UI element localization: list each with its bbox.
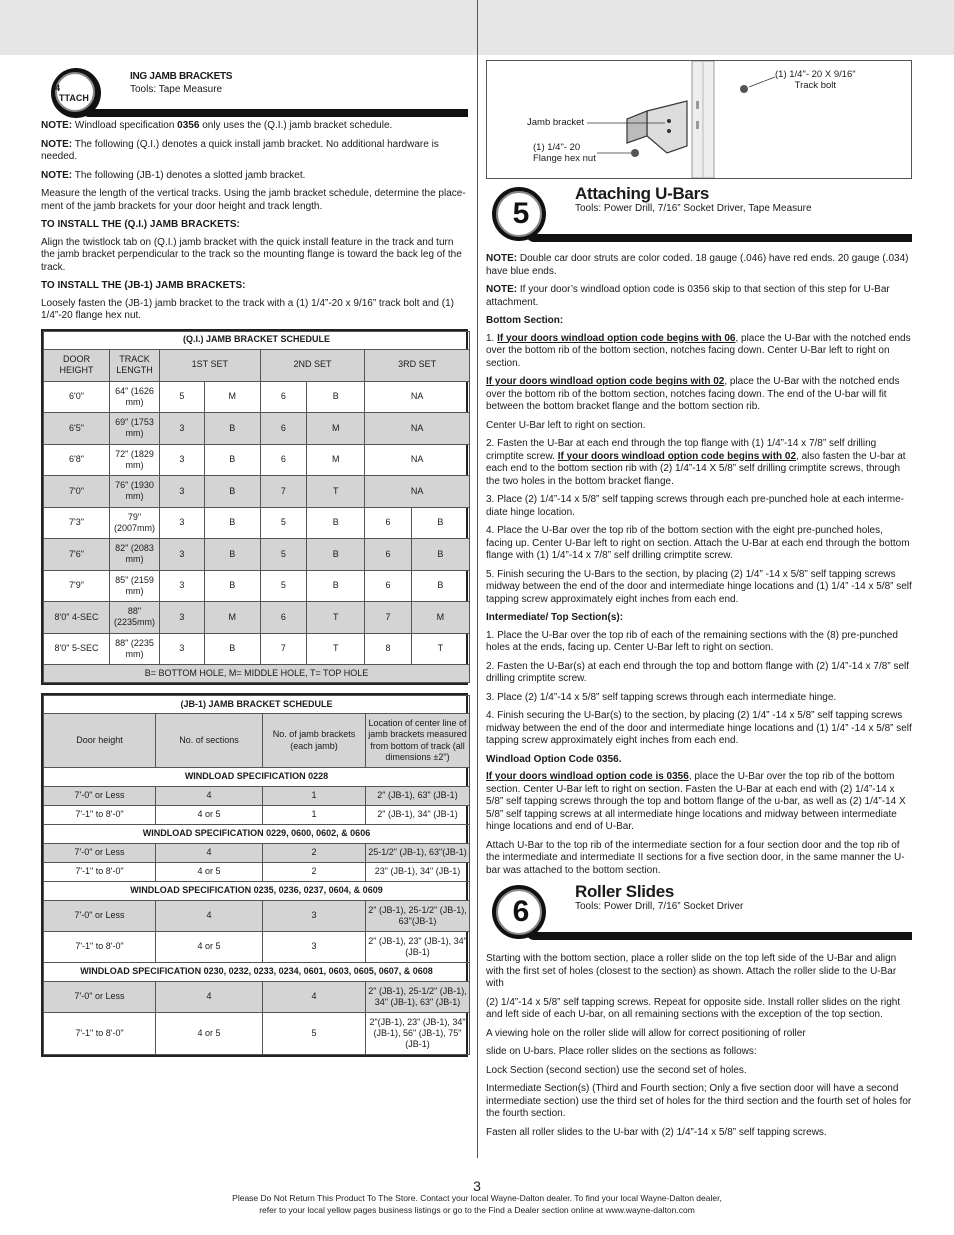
table-cell: 2 (263, 863, 366, 882)
table-cell: B (204, 633, 260, 665)
qi-header-2nd-set: 2ND SET (260, 349, 365, 381)
jb-text: Loosely fasten the (JB-1) jamb bracket to the track with a (1) 1/4”-20 x 9/16” track bolt and (1) 1/4”-20 flange hex nut. (41, 297, 454, 321)
table-cell: M (307, 444, 365, 476)
table-cell: 4 or 5 (156, 863, 263, 882)
step5-badge (492, 187, 546, 241)
table-row (44, 507, 470, 539)
table-cell: 8'0" 5-SEC (44, 633, 110, 665)
windload-spec-row (44, 963, 470, 982)
table-cell: 72" (1829 mm) (110, 444, 160, 476)
step5-note2 (486, 284, 912, 309)
table-row (44, 633, 470, 665)
table-row (44, 844, 470, 863)
table-row (44, 863, 470, 882)
table-cell: 85" (2159 mm) (110, 570, 160, 602)
table-cell: B (204, 570, 260, 602)
table-cell: 7 (365, 602, 412, 634)
note-text: The following (JB-1) denotes a slotted jamb bracket. (74, 169, 306, 181)
windload-spec-label: WINDLOAD SPECIFICATION 0228 (44, 768, 470, 787)
qi-header-3rd-set: 3RD SET (365, 349, 470, 381)
body-text: , place the U-Bar over the top rib of the bottom section. Center U-Bar left to right on section. Fasten the U-Bar at each end with (2) 1/4”-14 x 5/8” self tapping screws through the top and bottom flange of the u-bar, as well as (2) 1/4”-14 X 5/8” self tapping screws at all intermediate hinge locations and midway between intermediate hinge locations and end of U-Bar. (486, 771, 906, 832)
table-cell: 82" (2083 mm) (110, 539, 160, 571)
table-cell: 76" (1930 mm) (110, 476, 160, 508)
bottom-step-4: 4. Place the U-Bar over the top rib of the bottom section with the eight pre-punched holes, facing up. Center U-Bar left to right on section. Attach the U-Bar at each end through the bottom flange with (1) 1/4”-14 x 7/8” self drilling crimptite screw. (486, 525, 910, 561)
step5-badge-inner (496, 191, 542, 237)
step6-para1: Starting with the bottom section, place a roller slide on the top left side of the U-Bar and align with the first set of holes (closest to the section) as shown. Attach the roller slide to the U-Bar with (486, 953, 897, 989)
table-cell: NA (365, 476, 470, 508)
table-cell: 64" (1626 mm) (110, 381, 160, 413)
table-cell: 7'-0" or Less (44, 901, 156, 932)
table-cell: T (307, 602, 365, 634)
table-cell: 6 (365, 539, 412, 571)
table-cell: 6'0" (44, 381, 110, 413)
jb-header-door-height: Door height (44, 714, 156, 768)
step5-header-bar (526, 234, 912, 242)
body-text: , place the U-Bar with the notched ends over the bottom rib of the bottom section, notches facing down. The end of the U-bar will fit between the bottom bracket flange and the bottom section rib. (486, 376, 900, 412)
body-text: , place the U-Bar with the notched ends over the bottom rib of the bottom section, notches facing down. Center U-Bar left to right on section. (486, 332, 911, 369)
table-cell: NA (365, 381, 470, 413)
table-cell: 4 or 5 (156, 1013, 263, 1055)
table-cell: 3 (160, 633, 205, 665)
qi-table-title: (Q.I.) JAMB BRACKET SCHEDULE (44, 331, 470, 349)
intermediate-heading: Intermediate/ Top Section(s): (486, 612, 624, 623)
table-row (44, 476, 470, 508)
step6-para2: (2) 1/4”-14 x 5/8” self tapping screws. Repeat for opposite side. Install roller slides on the right and left side of each U-bar, on all remaining sections with the exception of the top section. (486, 996, 901, 1020)
table-cell: 4 or 5 (156, 806, 263, 825)
track-bolt-label (775, 70, 856, 92)
table-cell: 2" (JB-1), 25-1/2" (JB-1), 34" (JB-1), 63" (JB-1) (366, 982, 470, 1013)
table-cell: B (411, 539, 469, 571)
bottom-step-1 (486, 333, 912, 371)
emphasis-text: If your doors windload option code begins with 06 (497, 332, 736, 344)
jb-schedule-table (41, 693, 468, 1057)
windload-text-1 (486, 771, 912, 834)
table-cell: 3 (160, 602, 205, 634)
step4-tools: Tools: Tape Measure (130, 84, 223, 95)
table-cell: 6 (260, 413, 307, 445)
table-cell: B (204, 507, 260, 539)
jamb-bracket-figure (486, 60, 912, 179)
step5-note1 (486, 253, 912, 278)
table-row (44, 806, 470, 825)
table-cell: T (411, 633, 469, 665)
emphasis-text: If your doors windload option code begins with 02 (557, 450, 797, 462)
table-cell: 3 (160, 413, 205, 445)
table-cell: 4 or 5 (156, 932, 263, 963)
jb-header-location: Location of center line of jamb brackets measured from bottom of track (all dimensions ±2") (366, 714, 470, 768)
qi-schedule-table (41, 329, 468, 686)
note-label: NOTE: (486, 253, 518, 264)
table-cell: B (307, 570, 365, 602)
track-bolt-label-line2: Track bolt (794, 79, 837, 91)
step6-title: Roller Slides (575, 882, 675, 901)
note-label: NOTE: (486, 284, 518, 295)
windload-spec-label: WINDLOAD SPECIFICATION 0230, 0232, 0233, 0234, 0601, 0603, 0605, 0607, & 0608 (44, 963, 470, 982)
table-row (44, 381, 470, 413)
step6-para7: Fasten all roller slides to the U-bar with (2) 1/4”-14 x 5/8” self tapping screws. (486, 1126, 827, 1138)
table-row (44, 982, 470, 1013)
step4-title: ING JAMB BRACKETS (130, 71, 233, 82)
table-cell: 7'-1" to 8'-0" (44, 932, 156, 963)
note-text: Double car door struts are color coded. 18 gauge (.046) have red ends. 20 gauge (.034) have blue ends. (486, 253, 909, 277)
step4-number-suffix: TTACH (59, 92, 89, 103)
table-cell: 8 (365, 633, 412, 665)
windload-text-2: Attach U-Bar to the top rib of the intermediate section for a four section door and the top rib of the intermediate and intermediate II sections for a five section door, in the same manner the U-bar was attached to the bottom section. (486, 839, 905, 876)
table-cell: B (204, 539, 260, 571)
table-row (44, 602, 470, 634)
note-label: NOTE: (41, 169, 73, 181)
table-cell: 7'-0" or Less (44, 982, 156, 1013)
page-number: 3 (473, 1178, 481, 1194)
step6-header (486, 881, 912, 943)
note-text: only uses the (Q.I.) jamb bracket schedule. (202, 120, 393, 131)
jb-heading: TO INSTALL THE (JB-1) JAMB BRACKETS: (41, 280, 246, 291)
table-row (44, 444, 470, 476)
table-cell: 6 (260, 381, 307, 413)
inter-step-3: 3. Place (2) 1/4”-14 x 5/8” self tapping screws through each intermediate hinge. (486, 691, 837, 703)
table-row (44, 539, 470, 571)
table-cell: 4 (263, 982, 366, 1013)
table-cell: 7'-1" to 8'-0" (44, 863, 156, 882)
qi-table-legend: B= BOTTOM HOLE, M= MIDDLE HOLE, T= TOP HOLE (44, 665, 470, 683)
hex-nut-label (533, 143, 596, 165)
bottom-step-5: 5. Finish securing the U-Bars to the section, by placing (2) 1/4” -14 x 5/8” self tapping screws midway between the end of the door and intermediate hinge locations and (1) 1/4” -14 x 5/8” self tapping screw approximately eight inches from each end. (486, 568, 912, 605)
step4-number (55, 84, 89, 104)
table-cell: 4 (156, 844, 263, 863)
bottom-step-2 (486, 438, 912, 488)
table-cell: 5 (160, 381, 205, 413)
step5-number: 5 (512, 197, 530, 231)
table-cell: 6 (260, 444, 307, 476)
table-cell: 7 (260, 633, 307, 665)
table-cell: 3 (160, 507, 205, 539)
left-column (41, 60, 468, 1057)
table-cell: 4 (156, 787, 263, 806)
table-cell: 7'-0" or Less (44, 787, 156, 806)
table-cell: M (204, 602, 260, 634)
emphasis-text: If your doors windload option code begins with 02 (486, 376, 725, 387)
table-cell: 7'-0" or Less (44, 844, 156, 863)
table-cell: M (411, 602, 469, 634)
jb-header-brackets: No. of jamb brackets (each jamb) (263, 714, 366, 768)
table-cell: M (204, 381, 260, 413)
step4-note1 (41, 120, 468, 133)
table-cell: 3 (263, 932, 366, 963)
note-text: Windload specification (74, 120, 175, 131)
table-cell: 4 (156, 982, 263, 1013)
table-cell: 3 (160, 476, 205, 508)
table-cell: B (204, 444, 260, 476)
table-cell: B (411, 507, 469, 539)
hex-nut-label-line2: Flange hex nut (533, 152, 596, 164)
qi-header-door-height: DOOR HEIGHT (44, 349, 110, 381)
table-cell: 6 (365, 570, 412, 602)
table-row (44, 570, 470, 602)
table-row (44, 901, 470, 932)
table-cell: 5 (260, 539, 307, 571)
table-row (44, 1013, 470, 1055)
table-cell: 25-1/2" (JB-1), 63"(JB-1) (366, 844, 470, 863)
qi-header-track-length: TRACK LENGTH (110, 349, 160, 381)
table-cell: B (411, 570, 469, 602)
table-cell: 6 (260, 602, 307, 634)
table-cell: NA (365, 413, 470, 445)
table-cell: 7'6" (44, 539, 110, 571)
step5-title: Attaching U-Bars (575, 184, 710, 203)
note-label: NOTE: (41, 120, 73, 131)
table-cell: 2" (JB-1), 34" (JB-1) (366, 806, 470, 825)
step4-header-bar (81, 109, 468, 117)
step5-header (486, 183, 912, 245)
table-cell: 2" (JB-1), 25-1/2" (JB-1), 63"(JB-1) (366, 901, 470, 932)
table-cell: 2"(JB-1), 23" (JB-1), 34" (JB-1), 56" (JB-1), 75" (JB-1) (366, 1013, 470, 1055)
inter-step-4: 4. Finish securing the U-Bar(s) to the section, by placing (2) 1/4” -14 x 5/8” self tapping screws midway between the end of the door and intermediate hinge locations and (1) 1/4” -14 x 5/8” self tapping screw approximately eight inches from each end. (486, 710, 912, 746)
step6-header-bar (526, 932, 912, 940)
step6-para4: slide on U-bars. Place roller slides on the sections as follows: (486, 1046, 757, 1057)
table-cell: T (307, 633, 365, 665)
note-text: If your door’s windload option code is 0356 skip to that section of this step for U-Bar attachment. (486, 284, 890, 308)
table-cell: 7'9" (44, 570, 110, 602)
windload-spec-row (44, 882, 470, 901)
table-cell: 7'3" (44, 507, 110, 539)
table-cell: 2 (263, 844, 366, 863)
table-cell: B (307, 539, 365, 571)
table-cell: 88" (2235 mm) (110, 633, 160, 665)
table-cell: B (307, 507, 365, 539)
qi-heading: TO INSTALL THE (Q.I.) JAMB BRACKETS: (41, 219, 240, 230)
hex-nut-label-line1: (1) 1/4"- 20 (533, 142, 581, 153)
table-cell: 6'8" (44, 444, 110, 476)
jb-header-sections: No. of sections (156, 714, 263, 768)
table-cell: 3 (263, 901, 366, 932)
table-cell: 3 (160, 570, 205, 602)
column-divider (477, 0, 478, 1158)
step4-header (41, 60, 468, 120)
inter-step-1: 1. Place the U-Bar over the top rib of each of the remaining sections with the (8) pre-punched holes at the ends, facing up. Center U-Bar left to right on section. (486, 629, 898, 653)
bottom-center: Center U-Bar left to right on section. (486, 419, 646, 431)
table-cell: B (204, 413, 260, 445)
emphasis-text: If your doors windload option code is 0356 (486, 771, 689, 782)
jb-table-title: (JB-1) JAMB BRACKET SCHEDULE (44, 696, 470, 714)
footer-line1: Please Do Not Return This Product To The Store. Contact your local Wayne-Dalton dealer. To find your local Wayne-Dalton dealer, (232, 1193, 722, 1203)
table-cell: 6'5" (44, 413, 110, 445)
step5-tools: Tools: Power Drill, 7/16” Socket Driver, Tape Measure (575, 203, 812, 214)
table-row (44, 932, 470, 963)
step6-number: 6 (512, 895, 530, 929)
table-cell: 5 (260, 570, 307, 602)
bottom-section-heading: Bottom Section: (486, 315, 564, 326)
step-number: 1. (486, 332, 495, 344)
windload-spec-row (44, 768, 470, 787)
windload-spec-label: WINDLOAD SPECIFICATION 0235, 0236, 0237, 0604, & 0609 (44, 882, 470, 901)
table-cell: 5 (263, 1013, 366, 1055)
table-cell: B (204, 476, 260, 508)
table-cell: 4 (156, 901, 263, 932)
table-cell: 69" (1753 mm) (110, 413, 160, 445)
qi-text: Align the twistlock tab on (Q.I.) jamb bracket with the quick install feature in the track and turn the jamb bracket perpendicular to the track so the mounting flange is toward the back leg of the track. (41, 236, 462, 273)
table-cell: 1 (263, 787, 366, 806)
table-cell: 23" (JB-1), 34" (JB-1) (366, 863, 470, 882)
table-cell: 3 (160, 444, 205, 476)
table-cell: 1 (263, 806, 366, 825)
note-code: 0356 (177, 120, 200, 131)
table-cell: B (307, 381, 365, 413)
table-cell: 3 (160, 539, 205, 571)
table-cell: NA (365, 444, 470, 476)
right-column (486, 60, 912, 1145)
table-cell: T (307, 476, 365, 508)
step4-number-digit: 4 (55, 83, 61, 93)
step6-para3: A viewing hole on the roller slide will allow for correct positioning of roller (486, 1027, 806, 1039)
table-cell: M (307, 413, 365, 445)
step6-badge (492, 885, 546, 939)
table-cell: 79" (2007mm) (110, 507, 160, 539)
windload-heading: Windload Option Code 0356. (486, 753, 622, 765)
step4-note3 (41, 170, 468, 183)
windload-spec-label: WINDLOAD SPECIFICATION 0229, 0600, 0602, & 0606 (44, 825, 470, 844)
table-cell: 6 (365, 507, 412, 539)
step6-tools: Tools: Power Drill, 7/16” Socket Driver (575, 901, 744, 912)
step6-badge-inner (496, 889, 542, 935)
track-bolt-label-line1: (1) 1/4"- 20 X 9/16" (775, 69, 856, 80)
table-row (44, 787, 470, 806)
footer-line2: refer to your local yellow pages business listings or go to the Find a Dealer section online at www.wayne-dalton.com (259, 1205, 695, 1215)
windload-spec-row (44, 825, 470, 844)
jamb-bracket-label: Jamb bracket (527, 117, 585, 128)
table-cell: 5 (260, 507, 307, 539)
table-cell: 2" (JB-1), 63" (JB-1) (366, 787, 470, 806)
qi-header-1st-set: 1ST SET (160, 349, 261, 381)
inter-step-2: 2. Fasten the U-Bar(s) at each end through the top and bottom flange with (2) 1/4”-14 x 7/8” self drilling crimptite screw. (486, 660, 910, 684)
table-cell: 7'-1" to 8'-0" (44, 1013, 156, 1055)
table-cell: 2" (JB-1), 23" (JB-1), 34" (JB-1) (366, 932, 470, 963)
body-text: , also fasten the U-bar at each end to the bottom section rib with (2) 1/4”-14 X 5/8” self drilling crimptite screws, through the two holes in the bottom bracket flange. (486, 450, 906, 487)
step6-para5: Lock Section (second section) use the second set of holes. (486, 1064, 747, 1076)
note-text: The following (Q.I.) denotes a quick install jamb bracket. No additional hardware is needed. (41, 138, 439, 162)
table-cell: 7'0" (44, 476, 110, 508)
table-cell: 88" (2235mm) (110, 602, 160, 634)
body-text: 2. Fasten the U-Bar at each end through the top flange with (1) 1/4”-14 x 7/8” self drilling crimptite screw. (486, 438, 877, 462)
table-cell: 7 (260, 476, 307, 508)
table-cell: 8'0" 4-SEC (44, 602, 110, 634)
step4-measure: Measure the length of the vertical tracks. Using the jamb bracket schedule, determine the place-ment of the jamb brackets for your door height and track length. (41, 188, 466, 212)
table-row (44, 413, 470, 445)
table-cell: 7'-1" to 8'-0" (44, 806, 156, 825)
bottom-step-02 (486, 376, 912, 414)
note-label: NOTE: (41, 138, 73, 150)
step4-note2 (41, 139, 468, 164)
bottom-step-3: 3. Place (2) 1/4”-14 x 5/8” self tapping screws through each pre-punched hole at each interme-diate hinge location. (486, 494, 905, 518)
step6-para6: Intermediate Section(s) (Third and Fourth section; Only a five section door will have a second intermediate section) use the third set of holes for the third section and the fourth set of holes for the fourth section. (486, 1083, 912, 1119)
